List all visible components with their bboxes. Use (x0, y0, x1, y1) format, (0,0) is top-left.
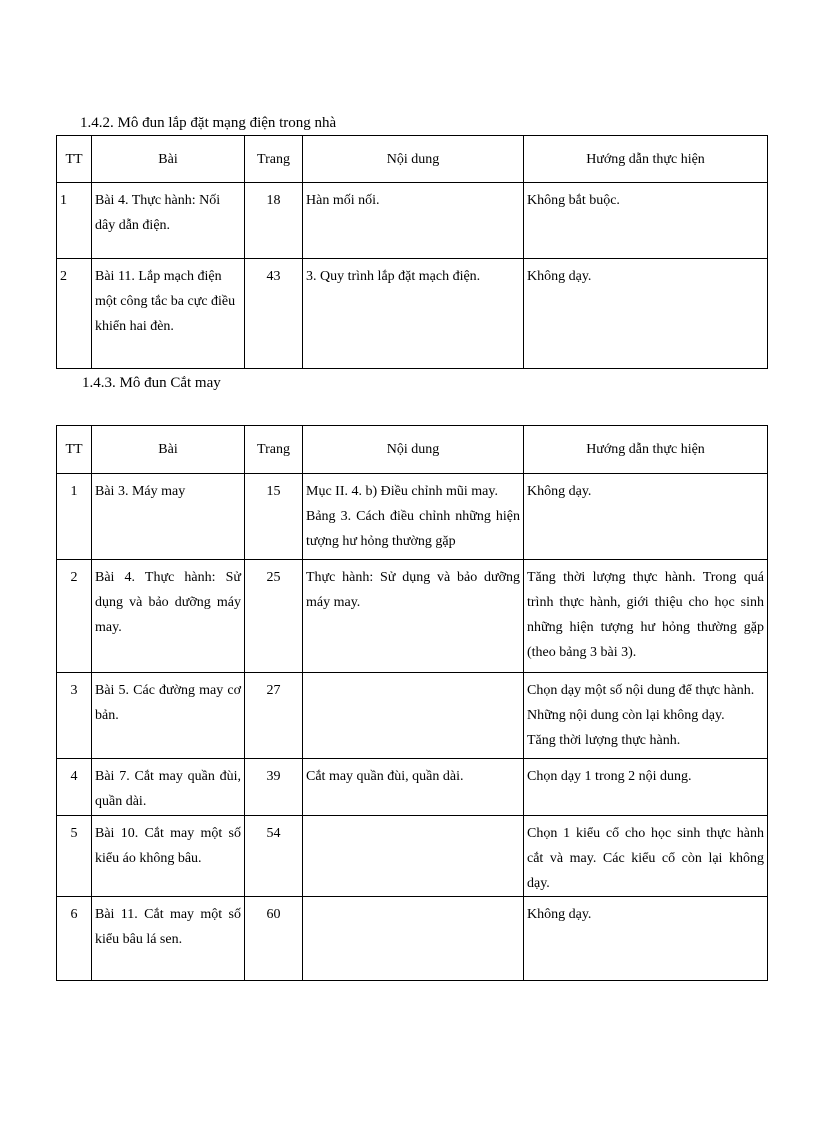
cell-bai: Bài 11. Cắt may một số kiểu bâu lá sen. (92, 897, 245, 981)
cell-huong-dan: Tăng thời lượng thực hành. Trong quá trình thực hành, giới thiệu cho học sinh những hiện tượng hư hỏng thường gặp (theo bảng 3 bài 3). (524, 560, 768, 673)
cell-bai: Bài 3. Máy may (92, 474, 245, 560)
cell-huong-dan: Chọn dạy 1 trong 2 nội dung. (524, 759, 768, 816)
table-row (57, 759, 768, 816)
table-header-row (57, 136, 768, 183)
cell-noi-dung (303, 816, 524, 897)
cell-bai: Bài 11. Lắp mạch điện một công tắc ba cực điều khiển hai đèn. (92, 259, 245, 369)
section-heading-sewing: 1.4.3. Mô đun Cắt may (82, 375, 221, 391)
header-noi-dung: Nội dung (303, 426, 524, 474)
header-tt: TT (57, 426, 92, 474)
noi-dung-line: Bảng 3. Cách điều chỉnh những hiện tượng hư hỏng thường gặp (306, 509, 520, 549)
table-row (57, 560, 768, 673)
table-row (57, 183, 768, 259)
cell-trang: 43 (245, 259, 303, 369)
table-header-row (57, 426, 768, 474)
cell-trang: 54 (245, 816, 303, 897)
cell-trang: 18 (245, 183, 303, 259)
cell-trang: 15 (245, 474, 303, 560)
section-heading-electrical: 1.4.2. Mô đun lắp đặt mạng điện trong nhà (80, 115, 337, 131)
huong-dan-line: Những nội dung còn lại không dạy. (527, 708, 725, 723)
cell-noi-dung (303, 474, 524, 560)
cell-bai: Bài 4. Thực hành: Sử dụng và bảo dưỡng máy may. (92, 560, 245, 673)
cell-trang: 27 (245, 673, 303, 759)
header-noi-dung: Nội dung (303, 136, 524, 183)
cell-tt: 3 (57, 673, 92, 759)
cell-tt: 1 (57, 474, 92, 560)
huong-dan-line: Tăng thời lượng thực hành. (527, 733, 681, 748)
cell-noi-dung (303, 673, 524, 759)
cell-trang: 39 (245, 759, 303, 816)
cell-bai: Bài 10. Cắt may một số kiểu áo không bâu. (92, 816, 245, 897)
cell-bai: Bài 7. Cắt may quần đùi, quần dài. (92, 759, 245, 816)
table-row (57, 673, 768, 759)
header-trang: Trang (245, 136, 303, 183)
cell-huong-dan: Không dạy. (524, 897, 768, 981)
cell-noi-dung: Cắt may quần đùi, quần dài. (303, 759, 524, 816)
cell-huong-dan (524, 673, 768, 759)
cell-tt: 5 (57, 816, 92, 897)
table-row (57, 816, 768, 897)
header-huong-dan: Hướng dẫn thực hiện (524, 136, 768, 183)
noi-dung-line: Mục II. 4. b) Điều chỉnh mũi may. (306, 484, 498, 499)
header-bai: Bài (92, 426, 245, 474)
cell-tt: 4 (57, 759, 92, 816)
cell-tt: 1 (57, 183, 92, 259)
cell-tt: 2 (57, 560, 92, 673)
cell-bai: Bài 4. Thực hành: Nối dây dẫn điện. (92, 183, 245, 259)
cell-noi-dung: 3. Quy trình lắp đặt mạch điện. (303, 259, 524, 369)
table-row (57, 259, 768, 369)
sewing-module-table (56, 425, 768, 981)
header-bai: Bài (92, 136, 245, 183)
cell-noi-dung (303, 897, 524, 981)
cell-noi-dung: Hàn mối nối. (303, 183, 524, 259)
cell-huong-dan: Không bắt buộc. (524, 183, 768, 259)
electrical-module-table (56, 135, 768, 369)
cell-huong-dan: Không dạy. (524, 474, 768, 560)
cell-huong-dan: Chọn 1 kiểu cổ cho học sinh thực hành cắt và may. Các kiểu cổ còn lại không dạy. (524, 816, 768, 897)
cell-noi-dung: Thực hành: Sử dụng và bảo dưỡng máy may. (303, 560, 524, 673)
cell-tt: 2 (57, 259, 92, 369)
table-row (57, 897, 768, 981)
header-huong-dan: Hướng dẫn thực hiện (524, 426, 768, 474)
huong-dan-line: Chọn dạy một số nội dung để thực hành. (527, 683, 755, 698)
header-tt: TT (57, 136, 92, 183)
cell-huong-dan: Không dạy. (524, 259, 768, 369)
cell-bai: Bài 5. Các đường may cơ bản. (92, 673, 245, 759)
header-trang: Trang (245, 426, 303, 474)
cell-trang: 60 (245, 897, 303, 981)
cell-trang: 25 (245, 560, 303, 673)
table-row (57, 474, 768, 560)
cell-tt: 6 (57, 897, 92, 981)
